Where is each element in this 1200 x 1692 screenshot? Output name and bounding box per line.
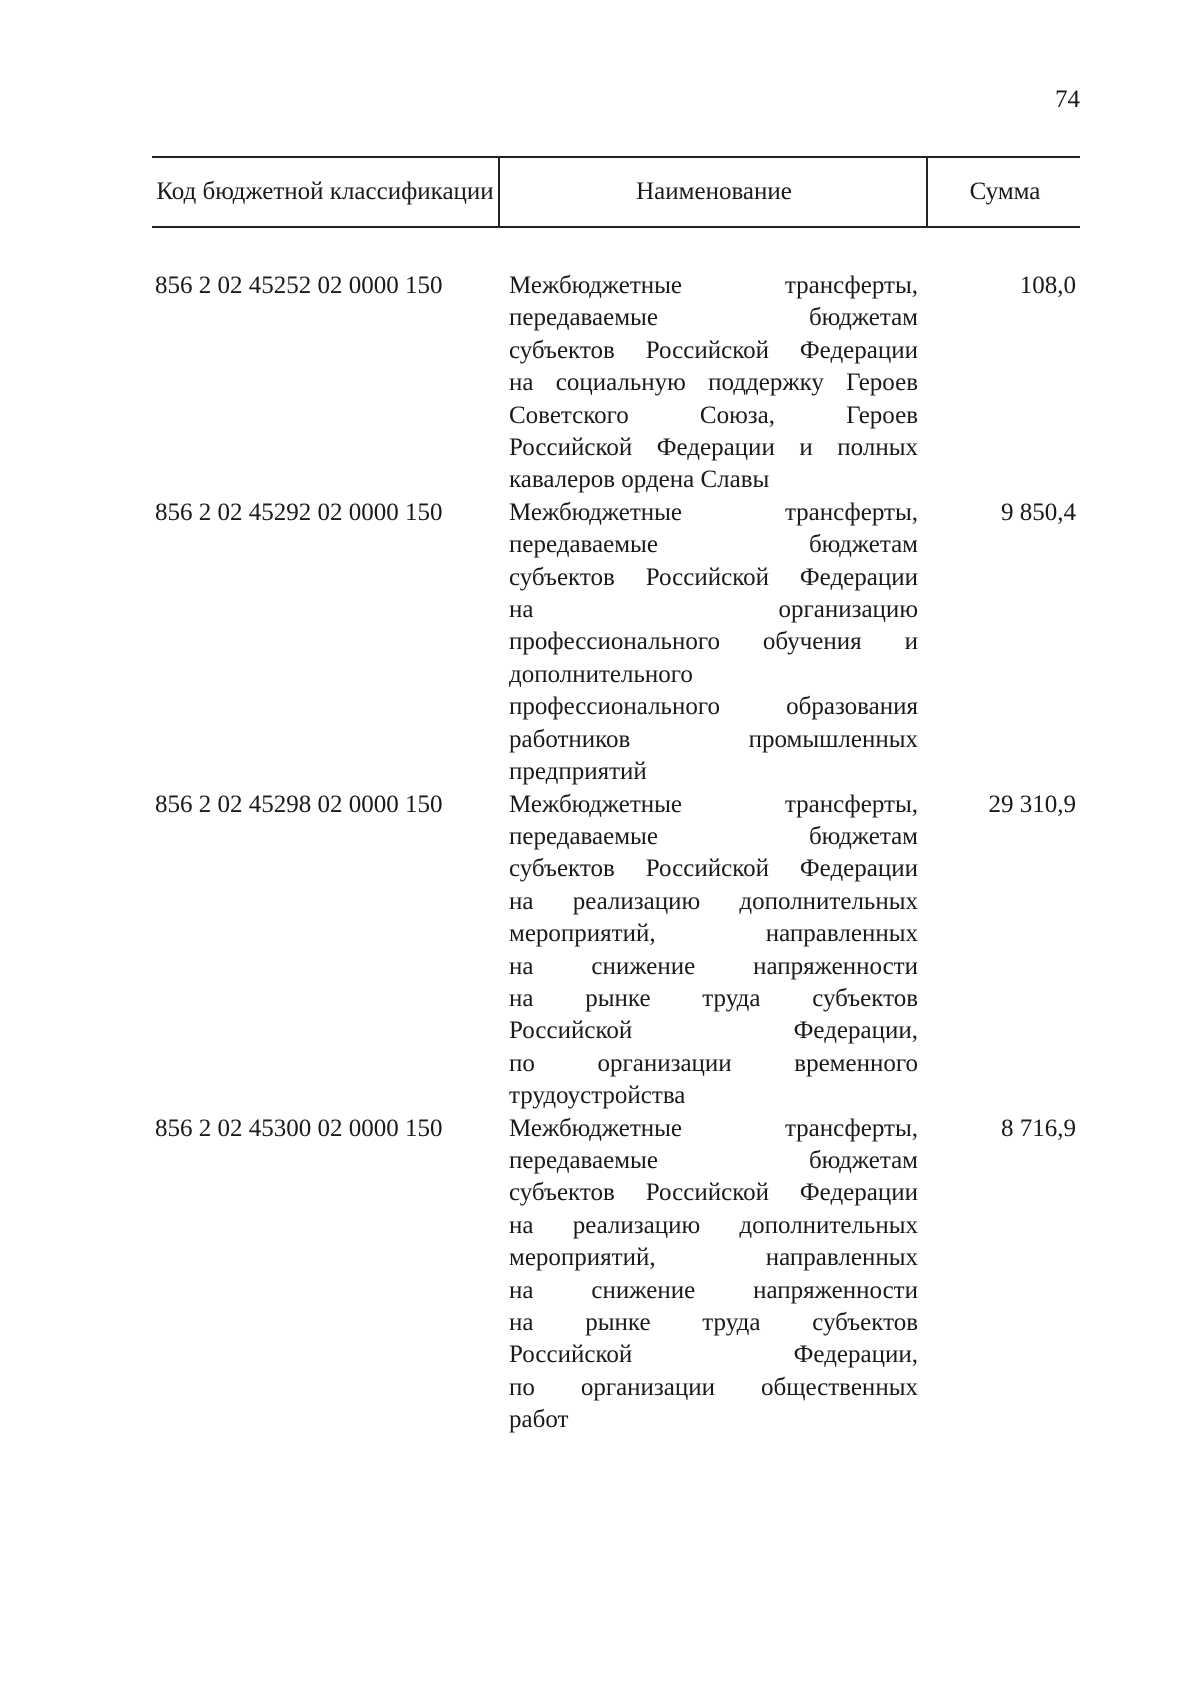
item-name	[509, 270, 918, 497]
budget-code: 856 2 02 45252 02 0000 150	[155, 272, 443, 299]
item-name-line: на реализацию дополнительных	[509, 887, 918, 915]
table-row	[0, 789, 1200, 1113]
budget-code: 856 2 02 45298 02 0000 150	[155, 790, 443, 818]
item-name-line: трудоустройства	[509, 1082, 686, 1110]
item-name-line: Российской Федерации и полных	[509, 434, 918, 462]
item-name	[509, 789, 918, 1113]
item-name-line: профессионального обучения и	[509, 628, 918, 656]
item-name	[509, 497, 918, 789]
item-name-line: на рынке труда субъектов	[509, 1309, 918, 1336]
item-name-line: субъектов Российской Федерации	[509, 563, 918, 591]
item-sum: 29 310,9	[988, 790, 1076, 818]
page-number: 74	[1055, 86, 1080, 113]
item-name-line: передаваемые бюджетам	[509, 531, 918, 559]
item-name-line: на социальную поддержку Героев	[509, 369, 918, 397]
item-name-line: Межбюджетные трансферты,	[509, 498, 918, 526]
table-row	[0, 497, 1200, 789]
item-name-line: на снижение напряженности	[509, 952, 918, 980]
budget-code: 856 2 02 45300 02 0000 150	[155, 1114, 443, 1142]
item-sum: 9 850,4	[1001, 498, 1076, 526]
item-name-line: на реализацию дополнительных	[509, 1211, 918, 1239]
item-name-line: субъектов Российской Федерации	[509, 1179, 918, 1207]
item-name-line: Российской Федерации,	[509, 1341, 918, 1369]
item-name-line: мероприятий, направленных	[509, 920, 918, 948]
budget-code: 856 2 02 45292 02 0000 150	[155, 498, 443, 526]
table-row	[0, 1113, 1200, 1437]
item-name-line: Советского Союза, Героев	[509, 401, 918, 429]
item-name-line: субъектов Российской Федерации	[509, 855, 918, 883]
table-row	[0, 270, 1200, 497]
item-name-line: кавалеров ордена Славы	[509, 466, 770, 494]
item-name-line: работ	[509, 1406, 569, 1434]
item-name-line: предприятий	[509, 758, 647, 786]
item-name-line: по организации временного	[509, 1049, 918, 1077]
item-name-line: передаваемые бюджетам	[509, 1146, 918, 1174]
header-sum: Сумма	[926, 158, 1082, 226]
item-sum: 108,0	[1019, 272, 1076, 299]
item-name-line: Российской Федерации,	[509, 1017, 918, 1045]
item-name-line: передаваемые бюджетам	[509, 822, 918, 850]
header-name: Наименование	[498, 158, 928, 226]
item-name-line: дополнительного	[509, 660, 693, 688]
item-name-line: на рынке труда субъектов	[509, 984, 918, 1012]
item-name-line: профессионального образования	[509, 693, 918, 721]
header-code: Код бюджетной классификации	[156, 178, 494, 205]
item-sum: 8 716,9	[1001, 1114, 1076, 1142]
item-name-line: Межбюджетные трансферты,	[509, 272, 918, 299]
item-name-line: передаваемые бюджетам	[509, 304, 918, 332]
item-name-line: на организацию	[509, 596, 918, 624]
table-header	[152, 156, 1080, 228]
item-name	[509, 1113, 918, 1437]
item-name-line: работников промышленных	[509, 725, 918, 753]
item-name-line: по организации общественных	[509, 1373, 918, 1401]
item-name-line: Межбюджетные трансферты,	[509, 790, 918, 818]
item-name-line: на снижение напряженности	[509, 1276, 918, 1304]
table-body	[0, 270, 1200, 1437]
item-name-line: Межбюджетные трансферты,	[509, 1114, 918, 1142]
item-name-line: субъектов Российской Федерации	[509, 336, 918, 364]
item-name-line: мероприятий, направленных	[509, 1244, 918, 1272]
